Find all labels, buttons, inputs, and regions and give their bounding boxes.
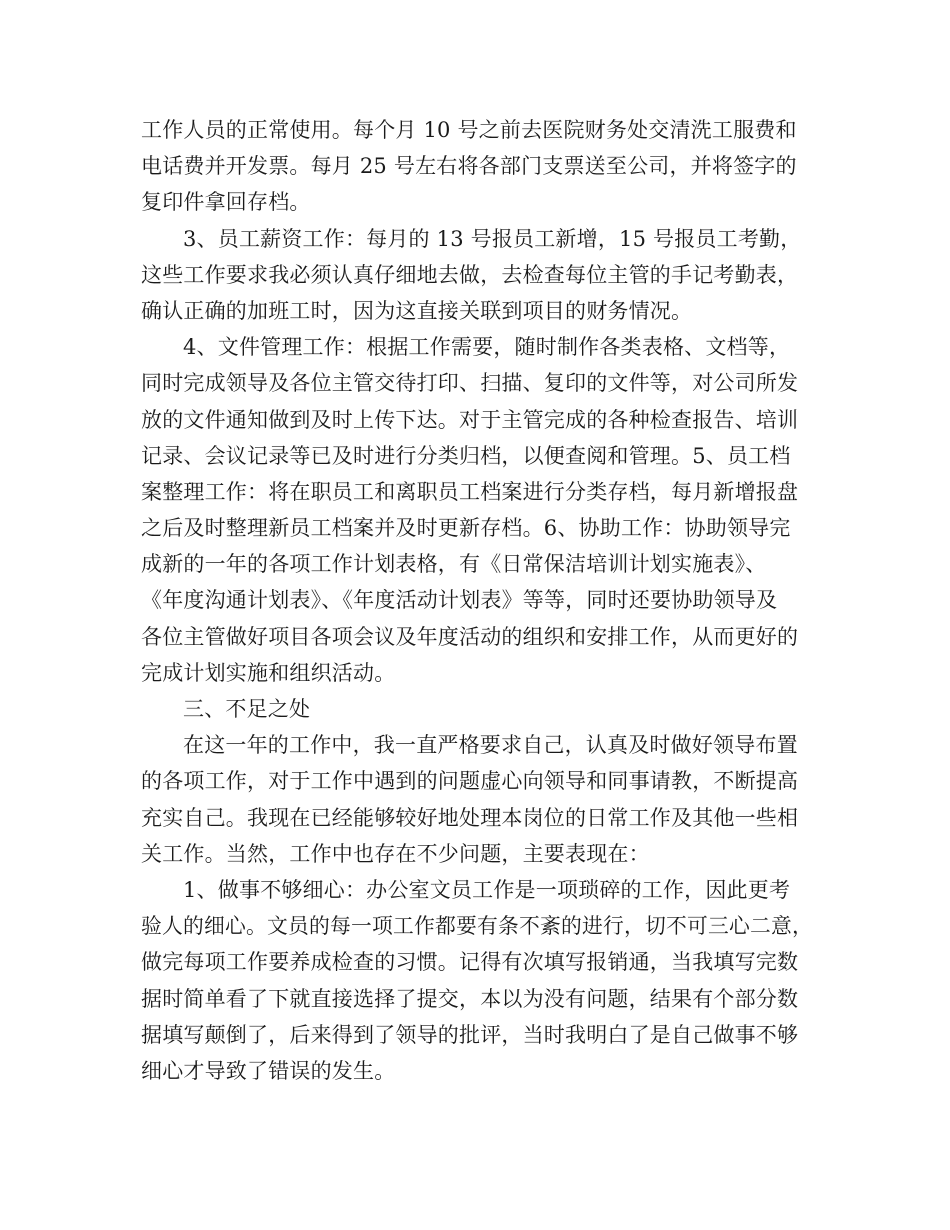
text-line: 做完每项工作要养成检查的习惯。记得有次填写报销通，当我填写完数 (141, 950, 799, 975)
text-line: 放的文件通知做到及时上传下达。对于主管完成的各种检查报告、培训 (141, 407, 799, 432)
document-body (141, 112, 813, 1089)
text-line: 的各项工作，对于工作中遇到的问题虚心向领导和同事请教，不断提高 (141, 769, 799, 794)
text-line: 成新的一年的各项工作计划表格，有《日常保洁培训计划实施表》、 (141, 552, 767, 577)
text-line: 据时简单看了下就直接选择了提交，本以为没有问题，结果有个部分数 (141, 986, 799, 1011)
text-line: 记录、会议记录等已及时进行分类归档，以便查阅和管理。5、员工档 (141, 443, 791, 468)
text-line: 工作人员的正常使用。每个月 10 号之前去医院财务处交清洗工服费和 (141, 118, 797, 142)
text-line: 在这一年的工作中，我一直严格要求自己，认真及时做好领导布置 (183, 733, 798, 758)
text-line: 同时完成领导及各位主管交待打印、扫描、复印的文件等，对公司所发 (141, 371, 799, 396)
text-line: 《年度沟通计划表》、《年度活动计划表》等等，同时还要协助领导及 (141, 588, 778, 613)
text-line: 复印件拿回存档。 (141, 190, 311, 215)
text-line: 关工作。当然，工作中也存在不少问题，主要表现在： (141, 841, 650, 866)
text-line: 验人的细心。文员的每一项工作都要有条不紊的进行，切不可三心二意， (141, 914, 813, 939)
text-line: 确认正确的加班工时，因为这直接关联到项目的财务情况。 (141, 298, 693, 323)
text-line: 4、文件管理工作：根据工作需要，随时制作各类表格、文档等， (183, 335, 791, 360)
text-line: 之后及时整理新员工档案并及时更新存档。6、协助工作：协助领导完 (141, 516, 791, 541)
text-line: 案整理工作：将在职员工和离职员工档案进行分类存档，每月新增报盘 (141, 479, 799, 504)
text-line: 完成计划实施和组织活动。 (141, 660, 396, 685)
text-line: 电话费并开发票。每月 25 号左右将各部门支票送至公司，并将签字的 (141, 154, 797, 179)
text-line: 这些工作要求我必须认真仔细地去做，去检查每位主管的手记考勤表， (141, 262, 799, 287)
text-line: 各位主管做好项目各项会议及年度活动的组织和安排工作，从而更好的 (141, 624, 799, 649)
text-line: 据填写颠倒了，后来得到了领导的批评，当时我明白了是自己做事不够 (141, 1022, 799, 1047)
text-line: 3、员工薪资工作：每月的 13 号报员工新增，15 号报员工考勤， (183, 226, 802, 251)
text-line: 三、不足之处 (183, 697, 311, 721)
text-line: 充实自己。我现在已经能够较好地处理本岗位的日常工作及其他一些相 (141, 805, 799, 830)
text-line: 1、做事不够细心：办公室文员工作是一项琐碎的工作，因此更考 (183, 877, 791, 902)
text-line: 细心才导致了错误的发生。 (141, 1058, 396, 1083)
